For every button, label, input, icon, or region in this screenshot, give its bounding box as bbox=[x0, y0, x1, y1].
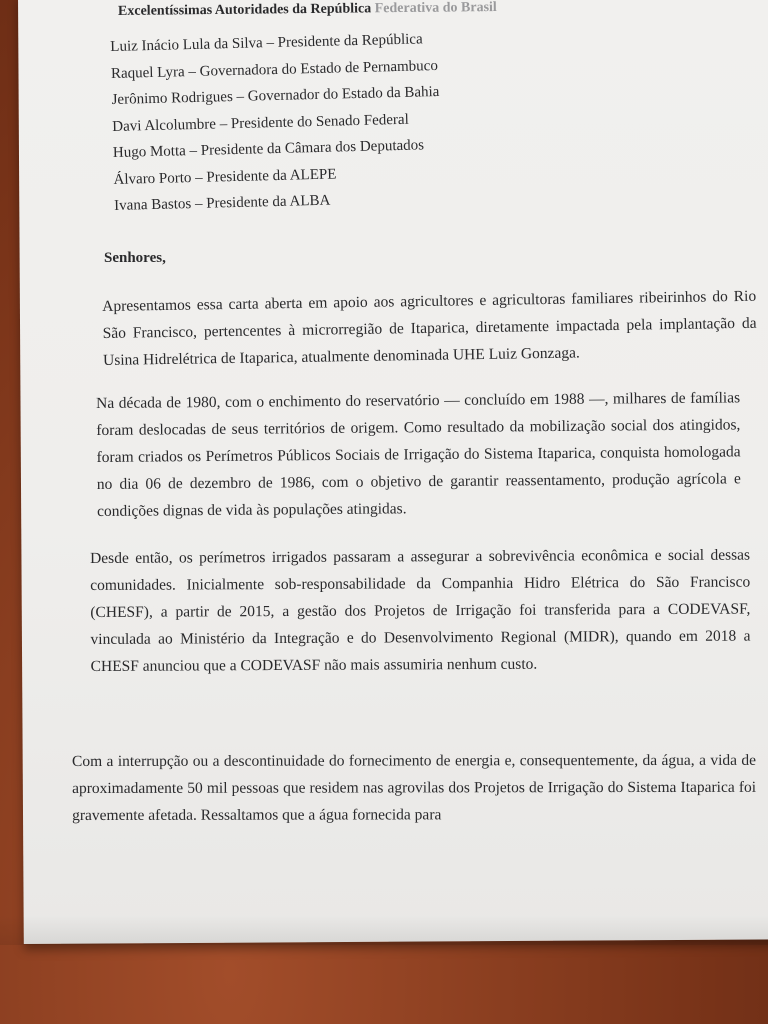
paragraph-management: Desde então, os perímetros irrigados passaram a assegurar a sobrevivência econômica e social dessas comunidades. Inicialmente sob-responsabilidade da Companhia Hidro Elétrica do São Francisco (CHESF), a partir de 2015, a gestão dos Projetos de Irrigação foi transferida para a CODEVASF, vinculada ao Ministério da Integração e do Desenvolvimento Regional (MIDR), quando em 2018 a CHESF anunciou que a CODEVASF não mais assumiria nenhum custo. bbox=[90, 546, 751, 675]
recipient-item: Luiz Inácio Lula da Silva – Presidente da República bbox=[110, 31, 423, 55]
recipient-item: Hugo Motta – Presidente da Câmara dos Deputados bbox=[112, 137, 425, 161]
paragraph-history: Na década de 1980, com o enchimento do reservatório — concluído em 1988 —, milhares de famílias foram deslocadas de seus territórios de origem. Como resultado da mobilização social dos atingidos, foram criados os Perímetros Públicos Sociais de Irrigação do Sistema Itaparica, conquista homologada no dia 06 de dezembro de 1986, com o objetivo de garantir reassentamento, produção agrícola e condições dignas de vida às populações atingidas. bbox=[96, 389, 741, 520]
recipient-list bbox=[110, 26, 442, 219]
recipient-item: Jerônimo Rodrigues – Governador do Estado da Bahia bbox=[111, 83, 440, 108]
recipient-item: Davi Alcolumbre – Presidente do Senado Federal bbox=[112, 111, 409, 135]
paragraph-impact: Com a interrupção ou a descontinuidade do fornecimento de energia e, consequentemente, da água, a vida de aproximadamente 50 mil pessoas que residem nas agrovilas dos Projetos de Irrigação do Sistema Itaparica foi gravemente afetada. Ressaltamos que a água fornecida para bbox=[72, 751, 757, 824]
recipient-item: Raquel Lyra – Governadora do Estado de Pernambuco bbox=[110, 57, 439, 82]
header-title-faded: Federativa do Brasil bbox=[374, 0, 497, 17]
recipient-item: Ivana Bastos – Presidente da ALBA bbox=[114, 192, 331, 214]
header-title: Excelentíssimas Autoridades da República bbox=[117, 1, 375, 19]
recipient-item: Álvaro Porto – Presidente da ALEPE bbox=[113, 166, 337, 188]
paragraph-intro: Apresentamos essa carta aberta em apoio aos agricultores e agricultoras familiares ribeirinhos do Rio São Francisco, pertencentes à microrregião de Itaparica, diretamente impactada pela implantação da Usina Hidrelétrica de Itaparica, atualmente denominada UHE Luiz Gonzaga. bbox=[102, 287, 757, 369]
salutation: Senhores, bbox=[104, 250, 166, 266]
letter-header bbox=[118, 0, 497, 20]
